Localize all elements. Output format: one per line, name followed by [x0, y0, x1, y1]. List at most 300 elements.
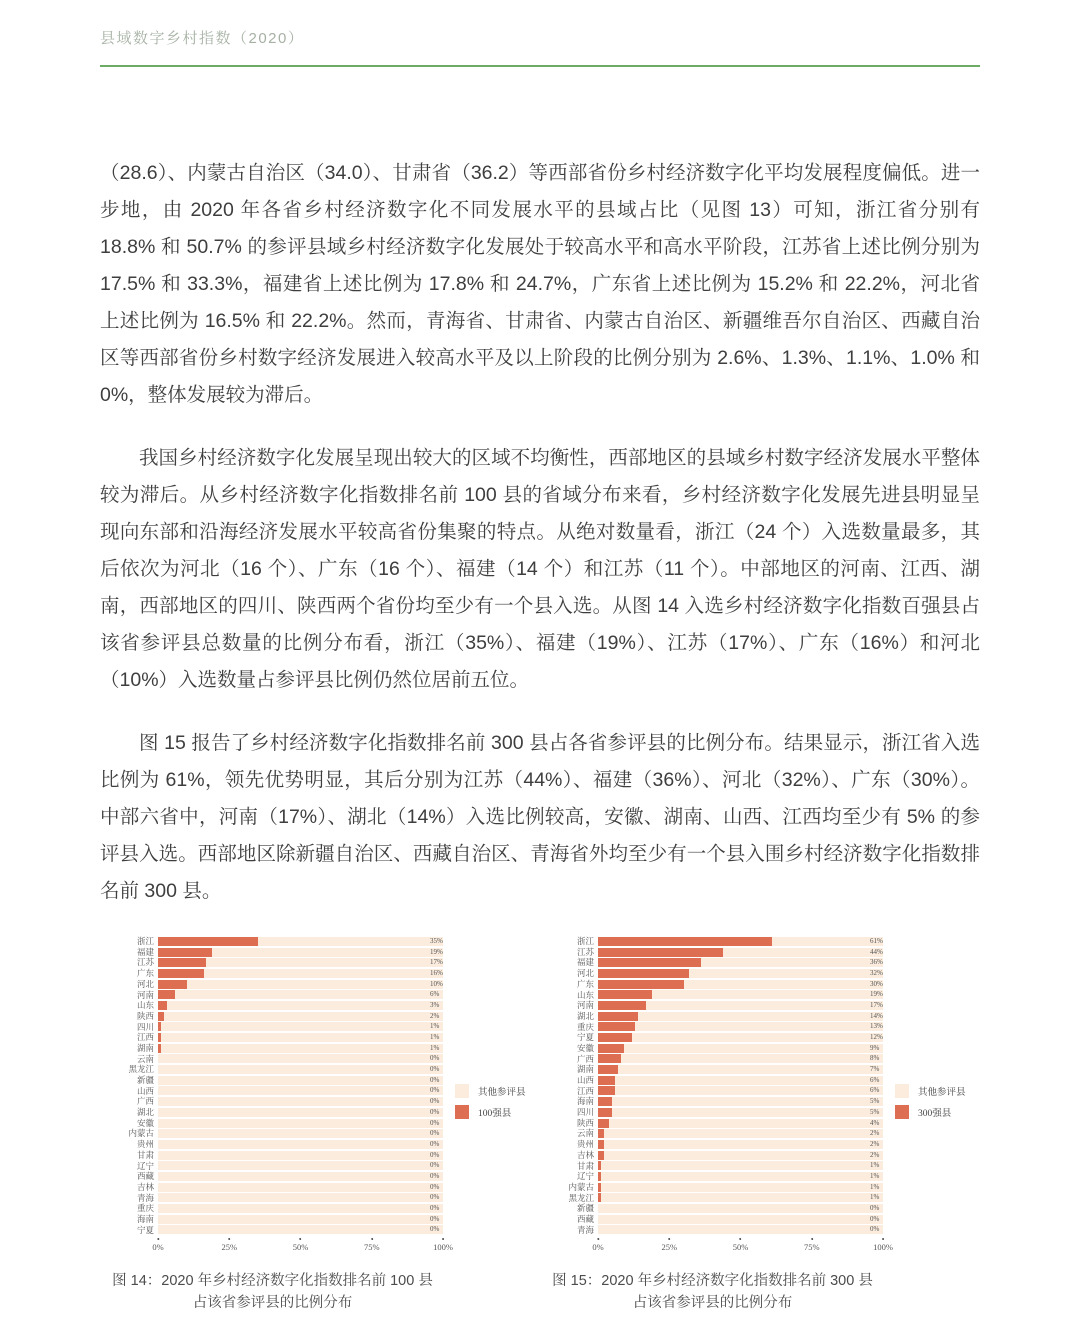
paragraph-top100-distribution: 我国乡村经济数字化发展呈现出较大的区域不均衡性，西部地区的县域乡村数字经济发展水平整体较为滞后。从乡村经济数字化指数排名前 100 县的省域分布来看，乡村经济数字化发展先进县明显呈现向东部和沿海经济发展水平较高省份集聚的特点。从绝对数量看，浙江（24 个）入选数量最多，其后依次为河北（16 个）、广东（16 个）、福建（14 个）和江苏（11 个）。中部地区的河南、江西、湖南，西部地区的四川、陕西两个省份均至少有一个县入选。从图 14 入选乡村经济数字化指数百强县占该省参评县总数量的比例分布看，浙江（35%）、福建（19%）、江苏（17%）、广东（16%）和河北（10%）入选数量占参评县比例仍然位居前五位。 [100, 447, 980, 691]
bar-row [100, 947, 540, 958]
bar-track [158, 1065, 443, 1074]
x-axis-tick [293, 1238, 309, 1252]
x-axis-tick [661, 1238, 677, 1252]
bar-value-label: 2% [870, 1150, 880, 1159]
x-axis-tick [592, 1238, 603, 1252]
bar-row [100, 1225, 540, 1236]
chart15-x-axis [592, 1238, 893, 1260]
category-label: 吉林 [576, 1149, 594, 1160]
category-label: 湖南 [136, 1042, 154, 1053]
chart15-caption-line1: 图 15：2020 年乡村经济数字化指数排名前 300 县 [552, 1273, 873, 1290]
category-label: 云南 [576, 1128, 594, 1139]
bar-track [158, 1001, 443, 1010]
bar-track [598, 1086, 883, 1095]
bar-value-label: 0% [430, 1171, 440, 1180]
tick-label: 100% [873, 1242, 893, 1253]
bar-value-label: 35% [430, 936, 443, 945]
category-label: 湖南 [576, 1064, 594, 1075]
chart14-caption-line1: 图 14：2020 年乡村经济数字化指数排名前 100 县 [112, 1273, 433, 1290]
bar [598, 1183, 601, 1192]
bar-track [158, 1225, 443, 1234]
bar-value-label: 19% [430, 947, 443, 956]
tick-label: 25% [221, 1242, 238, 1253]
bar-track [158, 1204, 443, 1213]
bar-row [540, 1214, 980, 1225]
bar-value-label: 5% [870, 1107, 880, 1116]
legend-item [895, 1084, 966, 1098]
bar [598, 1086, 615, 1095]
legend-swatch [895, 1105, 909, 1119]
bar-row [540, 1011, 980, 1022]
bar-value-label: 0% [430, 1065, 440, 1074]
bar-track [158, 937, 443, 946]
tick-label: 50% [292, 1242, 309, 1253]
chart14-x-axis [152, 1238, 453, 1260]
category-label: 浙江 [576, 936, 594, 947]
bar [158, 1001, 167, 1010]
bar [598, 969, 689, 978]
category-label: 浙江 [136, 936, 154, 947]
bar-row [100, 1011, 540, 1022]
chart15-legend [895, 1084, 966, 1126]
x-axis-tick [433, 1238, 453, 1252]
bar-row [540, 1064, 980, 1075]
bar-value-label: 0% [430, 1161, 440, 1170]
category-label: 青海 [576, 1224, 594, 1235]
tick-mark [811, 1238, 813, 1240]
bar-row [540, 1150, 980, 1161]
tick-mark [300, 1238, 302, 1240]
bar [598, 1001, 646, 1010]
paragraph-regional-levels: （28.6）、内蒙古自治区（34.0）、甘肃省（36.2）等西部省份乡村经济数字化平均发展程度偏低。进一步地，由 2020 年各省乡村经济数字化不同发展水平的县域占比（见图 13）可知，浙江省分别有 18.8% 和 50.7% 的参评县域乡村经济数字化发展处于较高水平和高水平阶段，江苏省上述比例分别为 17.5% 和 33.3%，福建省上述比例为 17.8% 和 24.7%，广东省上述比例为 15.2% 和 22.2%，河北省上述比例为 16.5% 和 22.2%。然而，青海省、甘肃省、内蒙古自治区、新疆维吾尔自治区、西藏自治区等西部省份乡村数字经济发展进入较高水平及以上阶段的比例分别为 2.6%、1.3%、1.1%、1.0% 和 0%，整体发展较为滞后。 [100, 162, 980, 406]
header-rule [100, 65, 980, 67]
category-label: 辽宁 [576, 1171, 594, 1182]
category-label: 福建 [136, 946, 154, 957]
bar [158, 969, 204, 978]
bar-track [158, 969, 443, 978]
bar [598, 1119, 609, 1128]
bar-track [598, 1022, 883, 1031]
bar-value-label: 61% [870, 936, 883, 945]
category-label: 江苏 [136, 957, 154, 968]
bar-value-label: 36% [870, 958, 883, 967]
paragraph-top300-distribution: 图 15 报告了乡村经济数字化指数排名前 300 县占各省参评县的比例分布。结果显示，浙江省入选比例为 61%，领先优势明显，其后分别为江苏（44%）、福建（36%）、河北（32%）、广东（30%）。中部六省中，河南（17%）、湖北（14%）入选比例较高，安徽、湖南、山西、江西均至少有 5% 的参评县入选。西部地区除新疆自治区、西藏自治区、青海省外均至少有一个县入围乡村经济数字化指数排名前 300 县。 [100, 732, 980, 902]
bar [158, 958, 206, 967]
bar-row [100, 1182, 540, 1193]
bar-row [100, 1150, 540, 1161]
page-header-title: 县域数字乡村指数（2020） [100, 30, 305, 47]
bar-track [158, 1054, 443, 1063]
bar-value-label: 0% [430, 1097, 440, 1106]
category-label: 福建 [576, 957, 594, 968]
bar-track [598, 1033, 883, 1042]
bar-track [158, 1193, 443, 1202]
x-axis-tick [873, 1238, 893, 1252]
bar-value-label: 17% [870, 1000, 883, 1009]
bar-value-label: 0% [430, 1075, 440, 1084]
bar-value-label: 1% [870, 1171, 880, 1180]
category-label: 宁夏 [576, 1032, 594, 1043]
legend-item [455, 1105, 526, 1119]
bar-value-label: 44% [870, 947, 883, 956]
bar-row [540, 1171, 980, 1182]
bar [598, 1129, 604, 1138]
category-label: 内蒙古 [128, 1128, 154, 1139]
category-label: 河北 [576, 968, 594, 979]
category-label: 湖北 [136, 1107, 154, 1118]
legend-item [455, 1084, 526, 1098]
bar-track [158, 990, 443, 999]
category-label: 内蒙古 [568, 1181, 594, 1192]
chart14-legend [455, 1084, 526, 1126]
chart-figure-14 [100, 936, 540, 1314]
bar-row [540, 989, 980, 1000]
bar-row [540, 936, 980, 947]
bar-track [598, 1193, 883, 1202]
bar-value-label: 16% [430, 968, 443, 977]
bar-track [598, 1097, 883, 1106]
tick-label: 50% [732, 1242, 749, 1253]
bar-track [598, 1076, 883, 1085]
bar-value-label: 9% [870, 1043, 880, 1052]
bar-value-label: 6% [430, 990, 440, 999]
bar-track [598, 1183, 883, 1192]
legend-label: 其他参评县 [918, 1088, 966, 1098]
bar-value-label: 0% [430, 1107, 440, 1116]
bar-row [540, 1203, 980, 1214]
category-label: 辽宁 [136, 1160, 154, 1171]
bar [598, 980, 684, 989]
bar-track [158, 1161, 443, 1170]
bar-value-label: 0% [430, 1193, 440, 1202]
category-label: 河南 [576, 1000, 594, 1011]
category-label: 河北 [136, 978, 154, 989]
category-label: 江西 [136, 1032, 154, 1043]
bar-track [158, 1076, 443, 1085]
bar-value-label: 1% [870, 1161, 880, 1170]
bar [598, 1172, 601, 1181]
bar-value-label: 32% [870, 968, 883, 977]
bar-value-label: 0% [870, 1225, 880, 1234]
category-label: 山东 [576, 989, 594, 1000]
chart14-caption-line2: 占该省参评县的比例分布 [192, 1295, 353, 1312]
category-label: 海南 [576, 1096, 594, 1107]
legend-swatch [895, 1084, 909, 1098]
bar-track [598, 937, 883, 946]
bar-row [540, 957, 980, 968]
bar-track [598, 969, 883, 978]
bar-value-label: 1% [430, 1033, 440, 1042]
category-label: 西藏 [136, 1171, 154, 1182]
bar-row [100, 979, 540, 990]
bar [158, 937, 258, 946]
chart14-caption [100, 1270, 445, 1314]
category-label: 贵州 [136, 1139, 154, 1150]
bar-value-label: 6% [870, 1086, 880, 1095]
bar-track [598, 1065, 883, 1074]
tick-label: 75% [803, 1242, 820, 1253]
bar-track [598, 1001, 883, 1010]
tick-label: 75% [363, 1242, 380, 1253]
bar-value-label: 0% [430, 1150, 440, 1159]
bar-track [158, 1012, 443, 1021]
bar-row [540, 1032, 980, 1043]
bar-row [100, 1032, 540, 1043]
bar [598, 1012, 638, 1021]
tick-mark [668, 1238, 670, 1240]
bar-row [100, 1000, 540, 1011]
bar-track [158, 1108, 443, 1117]
category-label: 四川 [576, 1107, 594, 1118]
bar-row [540, 979, 980, 990]
category-label: 云南 [136, 1053, 154, 1064]
category-label: 宁夏 [136, 1224, 154, 1235]
bar [598, 1140, 604, 1149]
bar-row [540, 1054, 980, 1065]
bar-row [540, 1193, 980, 1204]
bar-row [100, 957, 540, 968]
body-text [100, 155, 980, 910]
bar-track [598, 1044, 883, 1053]
category-label: 山西 [576, 1075, 594, 1086]
bar-row [100, 1139, 540, 1150]
bar-track [158, 948, 443, 957]
bar-row [540, 968, 980, 979]
tick-label: 25% [661, 1242, 678, 1253]
bar-row [100, 1193, 540, 1204]
bar-value-label: 0% [430, 1086, 440, 1095]
bar-track [158, 1151, 443, 1160]
bar-track [598, 980, 883, 989]
bar [598, 1054, 621, 1063]
bar-row [100, 1064, 540, 1075]
legend-item [895, 1105, 966, 1119]
bar-track [158, 1086, 443, 1095]
category-label: 甘肃 [136, 1149, 154, 1160]
bar-row [100, 1022, 540, 1033]
bar-track [598, 1129, 883, 1138]
tick-mark [157, 1238, 159, 1240]
category-label: 西藏 [576, 1213, 594, 1224]
bar-track [158, 1033, 443, 1042]
bar-row [100, 1203, 540, 1214]
bar [598, 1022, 635, 1031]
bar-row [540, 1022, 980, 1033]
category-label: 新疆 [136, 1075, 154, 1086]
category-label: 江苏 [576, 946, 594, 957]
bar [598, 1065, 618, 1074]
bar-row [540, 1128, 980, 1139]
bar-value-label: 0% [430, 1204, 440, 1213]
bar-value-label: 0% [430, 1182, 440, 1191]
category-label: 安徽 [576, 1042, 594, 1053]
category-label: 陕西 [136, 1010, 154, 1021]
bar-value-label: 1% [430, 1022, 440, 1031]
category-label: 广西 [136, 1096, 154, 1107]
bar-row [100, 989, 540, 1000]
bar [598, 1097, 612, 1106]
category-label: 广西 [576, 1053, 594, 1064]
bar-track [598, 1204, 883, 1213]
category-label: 重庆 [576, 1021, 594, 1032]
tick-mark [442, 1238, 444, 1240]
bar-value-label: 2% [430, 1011, 440, 1020]
bar-row [540, 1182, 980, 1193]
chart15-caption-line2: 占该省参评县的比例分布 [632, 1295, 793, 1312]
bar-value-label: 0% [870, 1204, 880, 1213]
category-label: 山东 [136, 1000, 154, 1011]
tick-mark [371, 1238, 373, 1240]
bar [158, 980, 187, 989]
category-label: 新疆 [576, 1203, 594, 1214]
bar-row [540, 947, 980, 958]
bar-value-label: 0% [430, 1118, 440, 1127]
bar [598, 1033, 632, 1042]
bar-track [598, 1161, 883, 1170]
category-label: 重庆 [136, 1203, 154, 1214]
bar-track [598, 990, 883, 999]
bar-value-label: 10% [430, 979, 443, 988]
category-label: 安徽 [136, 1117, 154, 1128]
x-axis-tick [152, 1238, 163, 1252]
x-axis-tick [364, 1238, 380, 1252]
category-label: 四川 [136, 1021, 154, 1032]
bar-track [598, 1054, 883, 1063]
bar-value-label: 4% [870, 1118, 880, 1127]
bar-row [100, 1043, 540, 1054]
category-label: 广东 [576, 978, 594, 989]
bar [598, 1076, 615, 1085]
bar-track [158, 1119, 443, 1128]
chart-figure-15 [540, 936, 980, 1314]
bar-track [598, 1225, 883, 1234]
bar-value-label: 0% [430, 1214, 440, 1223]
bar-value-label: 12% [870, 1033, 883, 1042]
bar-track [598, 1119, 883, 1128]
bar-track [598, 1108, 883, 1117]
bar-value-label: 19% [870, 990, 883, 999]
tick-mark [882, 1238, 884, 1240]
x-axis-tick [221, 1238, 237, 1252]
bar-track [598, 1140, 883, 1149]
bar-value-label: 0% [430, 1225, 440, 1234]
bar [598, 958, 701, 967]
legend-label: 300强县 [918, 1109, 952, 1119]
bar-value-label: 1% [430, 1043, 440, 1052]
bar-row [100, 936, 540, 947]
bar-row [100, 1214, 540, 1225]
bar-value-label: 1% [870, 1182, 880, 1191]
bar-value-label: 13% [870, 1022, 883, 1031]
bar [598, 1193, 601, 1202]
bar-row [100, 968, 540, 979]
bar [158, 990, 175, 999]
bar-track [158, 1129, 443, 1138]
category-label: 黑龙江 [568, 1192, 594, 1203]
tick-mark [597, 1238, 599, 1240]
bar-track [158, 1097, 443, 1106]
bar-value-label: 2% [870, 1139, 880, 1148]
bar-value-label: 30% [870, 979, 883, 988]
tick-mark [228, 1238, 230, 1240]
category-label: 山西 [136, 1085, 154, 1096]
bar-value-label: 2% [870, 1129, 880, 1138]
bar-value-label: 0% [430, 1129, 440, 1138]
category-label: 黑龙江 [128, 1064, 154, 1075]
bar [598, 1151, 604, 1160]
bar-track [158, 1044, 443, 1053]
bar-track [158, 1140, 443, 1149]
bar-row [100, 1054, 540, 1065]
bar [598, 1161, 601, 1170]
legend-label: 100强县 [478, 1109, 512, 1119]
bar-row [540, 1139, 980, 1150]
bar-track [158, 1215, 443, 1224]
bar-row [100, 1160, 540, 1171]
legend-swatch [455, 1084, 469, 1098]
bar-value-label: 1% [870, 1193, 880, 1202]
x-axis-tick [804, 1238, 820, 1252]
bar-track [598, 958, 883, 967]
bar-value-label: 5% [870, 1097, 880, 1106]
bar [598, 1108, 612, 1117]
bar [158, 1044, 161, 1053]
bar [598, 990, 652, 999]
bar-track [158, 1172, 443, 1181]
bar-row [540, 1000, 980, 1011]
category-label: 湖北 [576, 1010, 594, 1021]
bar-track [158, 1022, 443, 1031]
bar-track [598, 1172, 883, 1181]
bar-track [598, 1215, 883, 1224]
charts-row [100, 936, 980, 1314]
bar-row [540, 1225, 980, 1236]
tick-mark [740, 1238, 742, 1240]
bar-value-label: 14% [870, 1011, 883, 1020]
category-label: 陕西 [576, 1117, 594, 1128]
bar-value-label: 7% [870, 1065, 880, 1074]
bar-track [598, 1012, 883, 1021]
legend-swatch [455, 1105, 469, 1119]
category-label: 河南 [136, 989, 154, 1000]
bar-track [598, 1151, 883, 1160]
bar-track [598, 948, 883, 957]
bar [598, 937, 772, 946]
tick-label: 0% [592, 1242, 604, 1253]
category-label: 江西 [576, 1085, 594, 1096]
bar-value-label: 3% [430, 1000, 440, 1009]
category-label: 吉林 [136, 1181, 154, 1192]
bar-value-label: 0% [870, 1214, 880, 1223]
bar-value-label: 0% [430, 1054, 440, 1063]
bar [598, 1044, 624, 1053]
bar-row [100, 1128, 540, 1139]
category-label: 广东 [136, 968, 154, 979]
bar-track [158, 958, 443, 967]
chart15-caption [540, 1270, 885, 1314]
x-axis-tick [733, 1238, 749, 1252]
tick-label: 0% [152, 1242, 164, 1253]
tick-label: 100% [433, 1242, 453, 1253]
bar-value-label: 6% [870, 1075, 880, 1084]
bar-row [100, 1171, 540, 1182]
bar-track [158, 980, 443, 989]
bar [598, 948, 723, 957]
category-label: 甘肃 [576, 1160, 594, 1171]
bar [158, 1012, 164, 1021]
bar-track [158, 1183, 443, 1192]
bar-value-label: 17% [430, 958, 443, 967]
